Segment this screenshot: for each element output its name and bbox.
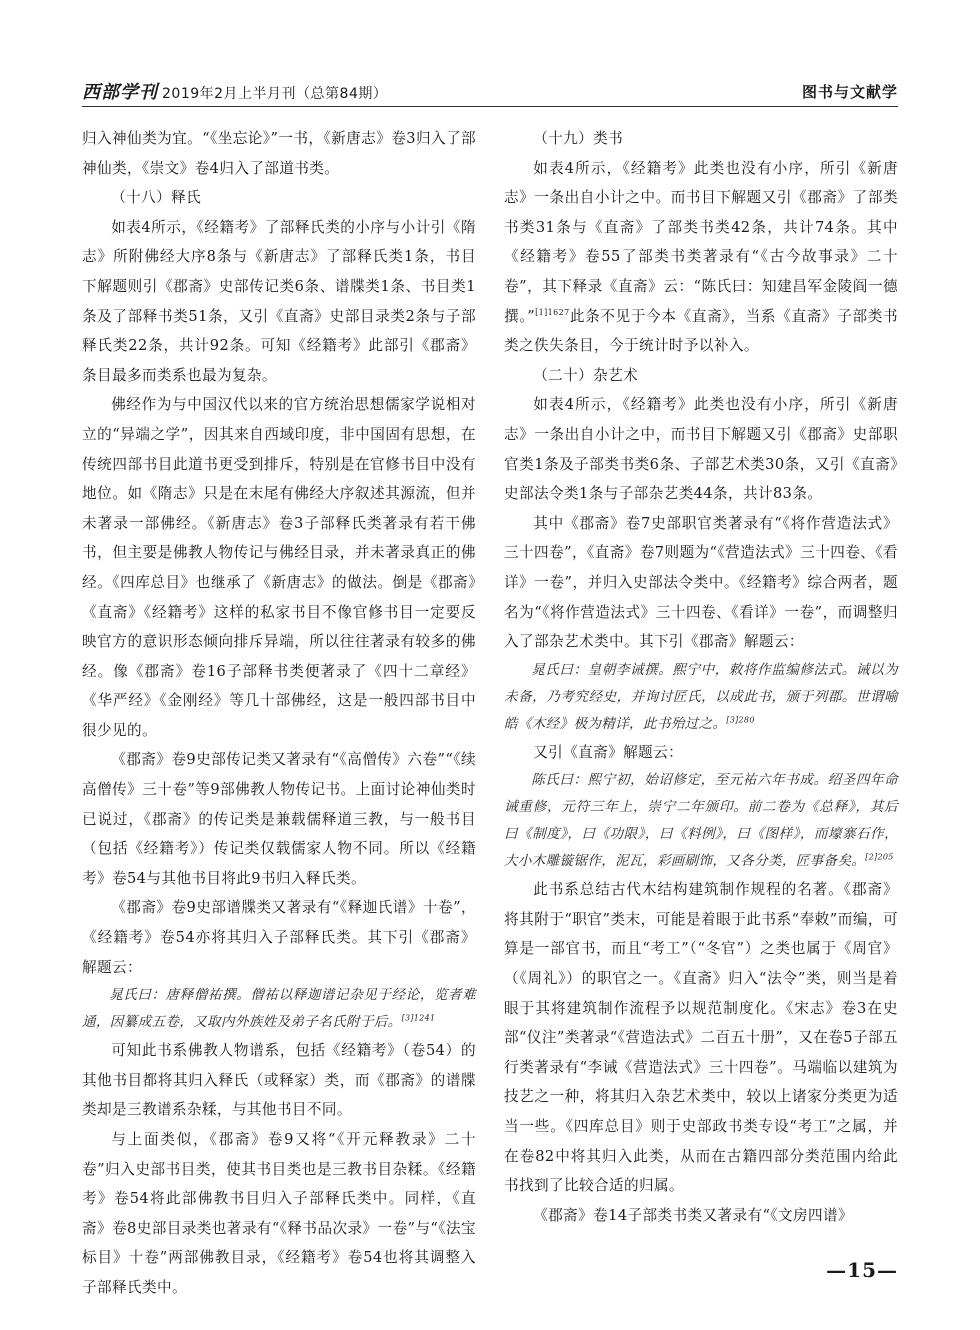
citation-marker: [3]1241 bbox=[401, 1013, 436, 1023]
quote-text: 晁氏曰：皇朝李诫撰。熙宁中，敕将作监编修法式。诫以为未备，乃考究经史，并询讨匠氏，以成此书，颁于列郡。世谓喻皓《木经》极为精详，此书殆过之。 bbox=[504, 661, 898, 732]
body-paragraph bbox=[504, 509, 898, 657]
issue-info: 2019年2月上半月刊（总第84期） bbox=[162, 86, 388, 102]
body-paragraph bbox=[504, 875, 898, 1201]
subsection-heading: （十八）释氏 bbox=[111, 189, 202, 207]
paragraph-text: 与上面类似，《郡斋》卷9又将“《开元释教录》二十卷”归入史部书目类，使其书目类也是三教书目杂糅。《经籍考》卷54将此部佛教书目归入子部释氏类中。同样，《直斋》卷8史部目录类也著录有“《释书品次录》一卷”与“《法宝标目》十卷”两部佛教目录，《经籍考》卷54也将其调整入子部释氏类中。 bbox=[82, 1131, 476, 1296]
body-paragraph bbox=[504, 390, 898, 508]
body-paragraph bbox=[504, 154, 898, 361]
block-quote bbox=[504, 657, 898, 738]
quote-text: 陈氏曰：熙宁初，始诏修定，至元祐六年书成。绍圣四年命诫重修，元符三年上，崇宁二年颁印。前二卷为《总释》，其后曰《制度》，曰《功限》，曰《料例》，曰《图样》，而壕寨石作，大小木雕镟锯作，泥瓦，彩画刷饰，又各分类，匠事备矣。 bbox=[504, 772, 898, 870]
body-paragraph bbox=[82, 124, 476, 183]
body-paragraph bbox=[82, 893, 476, 982]
paragraph-text: 此书系总结古代木结构建筑制作规程的名著。《郡斋》将其附于“职官”类末，可能是着眼于此书系“奉敕”而编，可算是一部官书，而且“考工”（“冬官”）之类也属于《周官》（《周礼》）的职官之一。《直斋》归入“法令”类，则当是着眼于其将建筑制作流程予以规范制度化。《宋志》卷3在史部“仪注”类著录“《营造法式》二百五十册”，又在卷5子部五行类著录有“李诫《营造法式》三十四卷”。马端临以建筑为技艺之一种，将其归入杂艺术类中，较以上诸家分类更为适当一些。《四库总目》则于史部政书类专设“考工”之属，并在卷82中将其归入此类，从而在古籍四部分类范围内给此书找到了比较合适的归属。 bbox=[504, 881, 898, 1195]
paragraph-text: 《郡斋》卷9史部传记类又著录有“《高僧传》六卷”“《续高僧传》三十卷”等9部佛教人物传记书。上面讨论神仙类时已说过，《郡斋》的传记类是兼载儒释道三教，与一般书目（包括《经籍考》）传记类仅载儒家人物不同。所以《经籍考》卷54与其他书目将此9书归入释氏类。 bbox=[82, 751, 476, 887]
paragraph-text: 如表4所示，《经籍考》此类也没有小序，所引《新唐志》一条出自小计之中，而书目下解题又引《郡斋》史部职官类1条及子部类书类6条、子部艺术类30条，又引《直斋》史部法令类1条与子部杂艺类44条，共计83条。 bbox=[504, 396, 898, 503]
subsection-heading: （二十）杂艺术 bbox=[533, 366, 639, 384]
paragraph-text: 佛经作为与中国汉代以来的官方统治思想儒家学说相对立的“异端之学”，因其来自西域印度，非中国固有思想，在传统四部书目此道书更受到排斥，特别是在官修书目中没有地位。如《隋志》只是在末尾有佛经大序叙述其源流，但并未著录一部佛经。《新唐志》卷3子部释氏类著录有若干佛书，但主要是佛教人物传记与佛经目录，并未著录真正的佛经。《四库总目》也继承了《新唐志》的做法。倒是《郡斋》《直斋》《经籍考》这样的私家书目不像官修书目一定要反映官方的意识形态倾向排斥异端，所以往往著录有较多的佛经。像《郡斋》卷16子部释书类便著录了《四十二章经》《华严经》《金刚经》等几十部佛经，这是一般四部书目中很少见的。 bbox=[82, 396, 476, 739]
paragraph-text: 《郡斋》卷9史部谱牒类又著录有“《释迦氏谱》十卷”，《经籍考》卷54亦将其归入子部释氏类。其下引《郡斋》解题云： bbox=[82, 899, 476, 976]
paragraph-text-continued: 此条不见于今本《直斋》，当系《直斋》子部类书类之佚失条目，今于统计时予以补入。 bbox=[504, 307, 898, 355]
journal-logo: 西部学刊 bbox=[82, 82, 158, 103]
body-paragraph bbox=[82, 213, 476, 391]
quote-text: 晁氏曰：唐释僧祐撰。僧祐以释迦谱记杂见于经论，览者难通，因纂成五卷，又取内外族姓及弟子名氏附于后。 bbox=[82, 987, 476, 1031]
citation-marker: [3]280 bbox=[726, 715, 755, 725]
paragraph-text: 又引《直斋》解题云： bbox=[533, 743, 684, 761]
block-quote bbox=[82, 982, 476, 1036]
paragraph-text: 《郡斋》卷14子部类书类又著录有“《文房四谱》 bbox=[533, 1206, 853, 1224]
paragraph-text: 如表4所示，《经籍考》此类也没有小序，所引《新唐志》一条出自小计之中。而书目下解题又引《郡斋》了部类书类31条与《直斋》了部类书类42条，共计74条。其中《经籍考》卷55了部类书类著录有“《古今故事录》二十卷”，其下释录《直斋》云：“陈氏曰：知建昌军金陵阎一德撰。” bbox=[504, 159, 898, 325]
body-paragraph bbox=[82, 1036, 476, 1125]
page-number: —15— bbox=[826, 1258, 898, 1282]
header-journal-info bbox=[82, 78, 387, 104]
paragraph-text: 其中《郡斋》卷7史部职官类著录有“《将作营造法式》三十四卷”，《直斋》卷7则题为“《营造法式》三十四卷、《看详》一卷”，并归入史部法令类中。《经籍考》综合两者，题名为“《将作营造法式》三十四卷、《看详》一卷”，而调整归入了部杂艺术类中。其下引《郡斋》解题云： bbox=[504, 514, 898, 651]
body-paragraph bbox=[82, 1125, 476, 1303]
left-column bbox=[82, 124, 476, 1303]
body-paragraph bbox=[504, 1201, 898, 1231]
body-paragraph bbox=[504, 738, 898, 768]
running-header bbox=[82, 76, 898, 107]
citation-marker: [2]205 bbox=[865, 852, 894, 862]
body-paragraph bbox=[82, 390, 476, 745]
body-paragraph bbox=[82, 745, 476, 893]
paragraph-text: 归入神仙类为宜。“《坐忘论》”一书，《新唐志》卷3归入了部神仙类，《崇文》卷4归入了部道书类。 bbox=[82, 130, 476, 177]
paragraph-text: 如表4所示，《经籍考》了部释氏类的小序与小计引《隋志》所附佛经大序8条与《新唐志》了部释氏类1条，书目下解题则引《郡斋》史部传记类6条、谱牒类1条、书目类1条及了部释书类51条，又引《直斋》史部目录类2条与子部释氏类22条，共计92条。可知《经籍考》此部引《郡斋》条目最多而类系也最为复杂。 bbox=[82, 218, 476, 384]
citation-marker: [1]1627 bbox=[535, 307, 570, 317]
subsection-heading: （十九）类书 bbox=[533, 130, 624, 147]
right-column bbox=[504, 124, 898, 1230]
block-quote bbox=[504, 767, 898, 875]
section-title: 图书与文献学 bbox=[801, 82, 898, 101]
paragraph-text: 可知此书系佛教人物谱系，包括《经籍考》（卷54）的其他书目都将其归入释氏（或释家）类，而《郡斋》的谱牒类却是三教谱系杂糅，与其他书目不同。 bbox=[82, 1042, 476, 1119]
